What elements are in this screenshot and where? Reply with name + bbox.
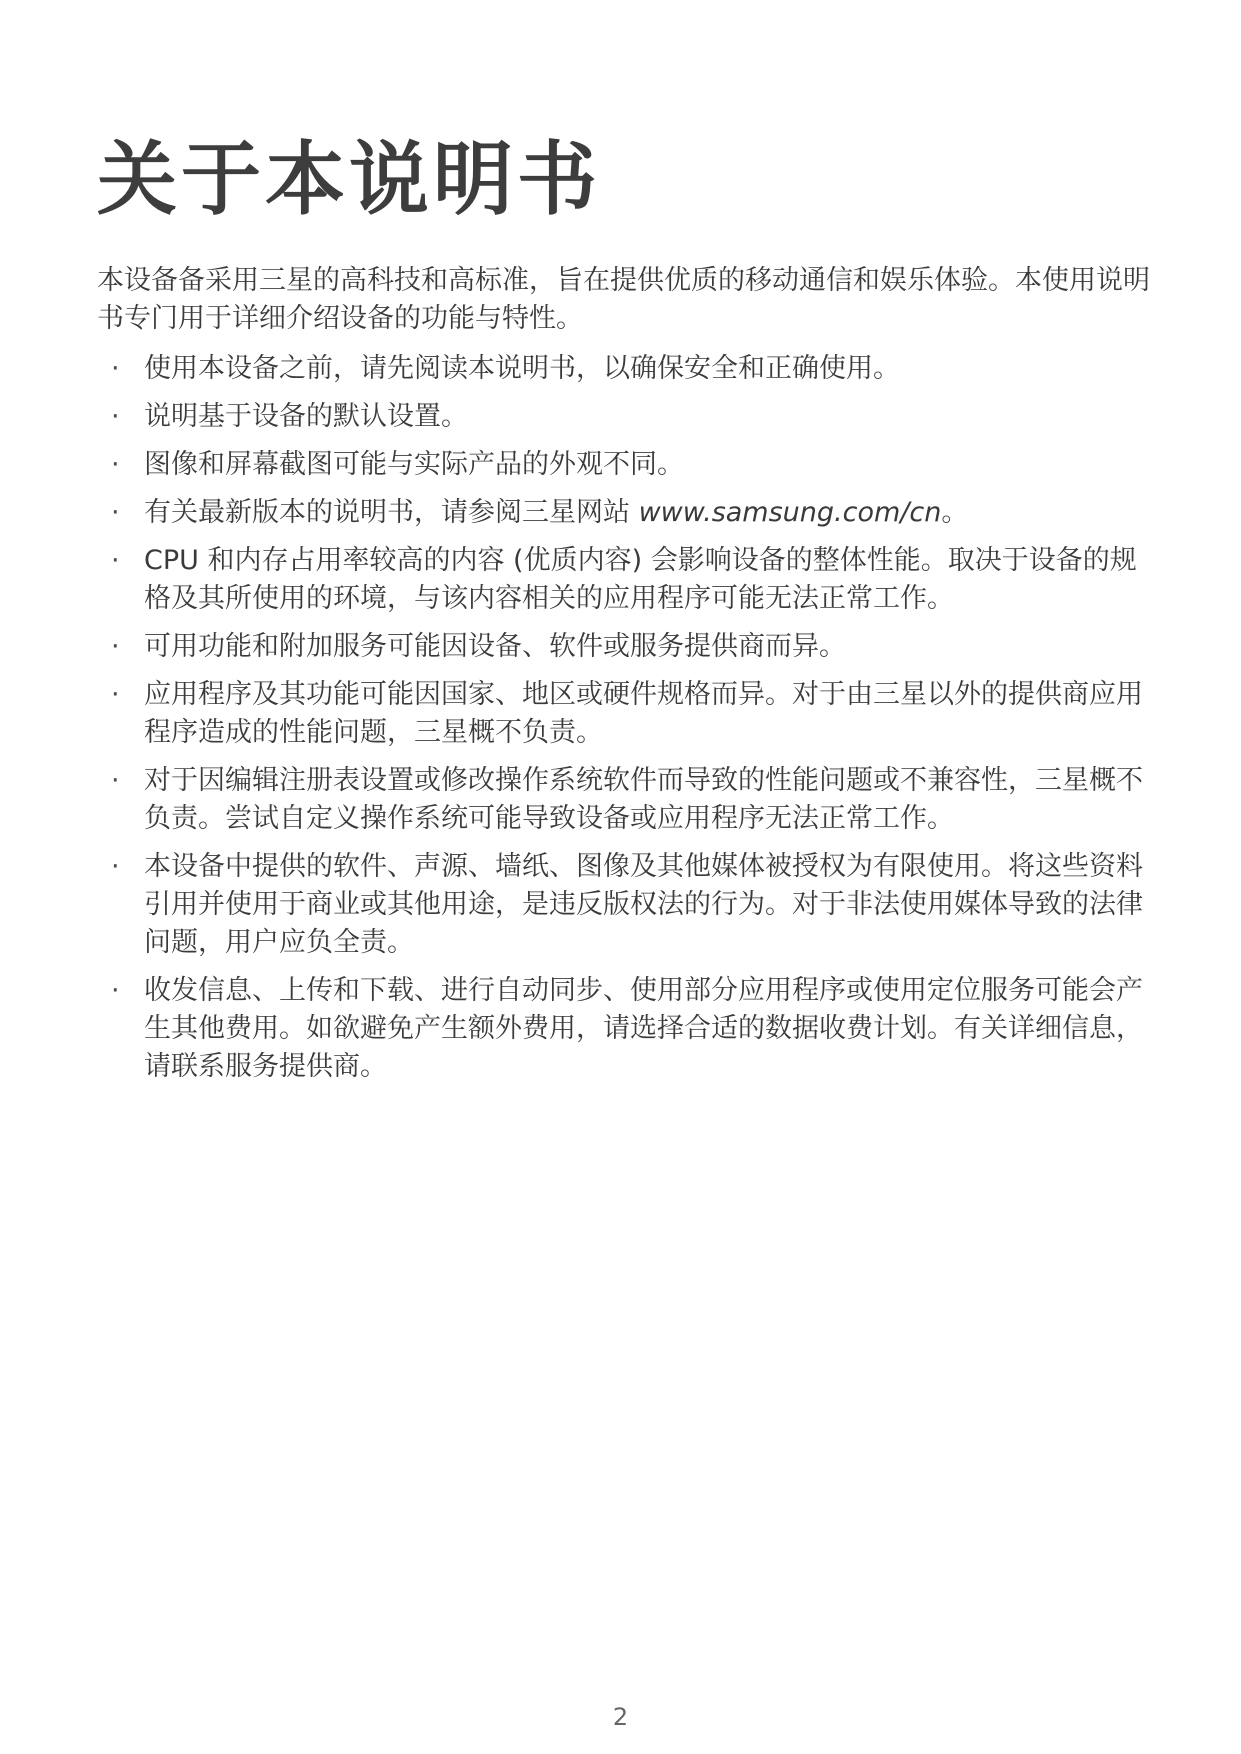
list-item-text: 说明基于设备的默认设置。 (144, 401, 468, 432)
list-item-text: 可用功能和附加服务可能因设备、软件或服务提供商而异。 (144, 631, 846, 662)
samsung-website-link[interactable]: www.samsung.com/cn (638, 497, 942, 528)
bullet-icon: · (111, 679, 120, 710)
bullet-icon: · (111, 353, 120, 384)
list-item (97, 542, 1157, 618)
bullet-icon: · (111, 401, 120, 432)
list-item (97, 350, 1157, 388)
notes-list (97, 350, 1157, 1096)
list-item (97, 848, 1157, 962)
list-item (97, 972, 1157, 1086)
bullet-icon: · (111, 449, 120, 480)
list-item-text: 收发信息、上传和下载、进行自动同步、使用部分应用程序或使用定位服务可能会产生其他费用。如欲避免产生额外费用，请选择合适的数据收费计划。有关详细信息，请联系服务提供商。 (144, 975, 1143, 1082)
list-item (97, 494, 1157, 532)
intro-paragraph: 本设备备采用三星的高科技和高标准，旨在提供优质的移动通信和娱乐体验。本使用说明书专门用于详细介绍设备的功能与特性。 (97, 265, 1150, 334)
list-item-text (144, 497, 968, 528)
bullet-icon: · (111, 545, 120, 576)
list-item-text: 图像和屏幕截图可能与实际产品的外观不同。 (144, 449, 684, 480)
list-item-text: 使用本设备之前，请先阅读本说明书，以确保安全和正确使用。 (144, 353, 900, 384)
page-number: 2 (612, 1703, 629, 1731)
list-item-text: CPU 和内存占用率较高的内容 (优质内容) 会影响设备的整体性能。取决于设备的规格及其所使用的环境，与该内容相关的应用程序可能无法正常工作。 (144, 545, 1137, 614)
list-item (97, 398, 1157, 436)
list-item-text-after: 。 (941, 497, 969, 528)
bullet-icon: · (111, 631, 120, 662)
bullet-icon: · (111, 765, 120, 796)
list-item (97, 762, 1157, 838)
list-item (97, 446, 1157, 484)
bullet-icon: · (111, 851, 120, 882)
list-item-text: 应用程序及其功能可能因国家、地区或硬件规格而异。对于由三星以外的提供商应用程序造成的性能问题，三星概不负责。 (144, 679, 1143, 748)
bullet-icon: · (111, 497, 120, 528)
list-item-text: 本设备中提供的软件、声源、墙纸、图像及其他媒体被授权为有限使用。将这些资料引用并使用于商业或其他用途，是违反版权法的行为。对于非法使用媒体导致的法律问题，用户应负全责。 (144, 851, 1143, 958)
list-item (97, 676, 1157, 752)
list-item (97, 628, 1157, 666)
list-item-text-before: 有关最新版本的说明书，请参阅三星网站 (144, 497, 639, 528)
list-item-text: 对于因编辑注册表设置或修改操作系统软件而导致的性能问题或不兼容性，三星概不负责。尝试自定义操作系统可能导致设备或应用程序无法正常工作。 (144, 765, 1143, 834)
bullet-icon: · (111, 975, 120, 1006)
page-title: 关于本说明书 (97, 133, 601, 226)
